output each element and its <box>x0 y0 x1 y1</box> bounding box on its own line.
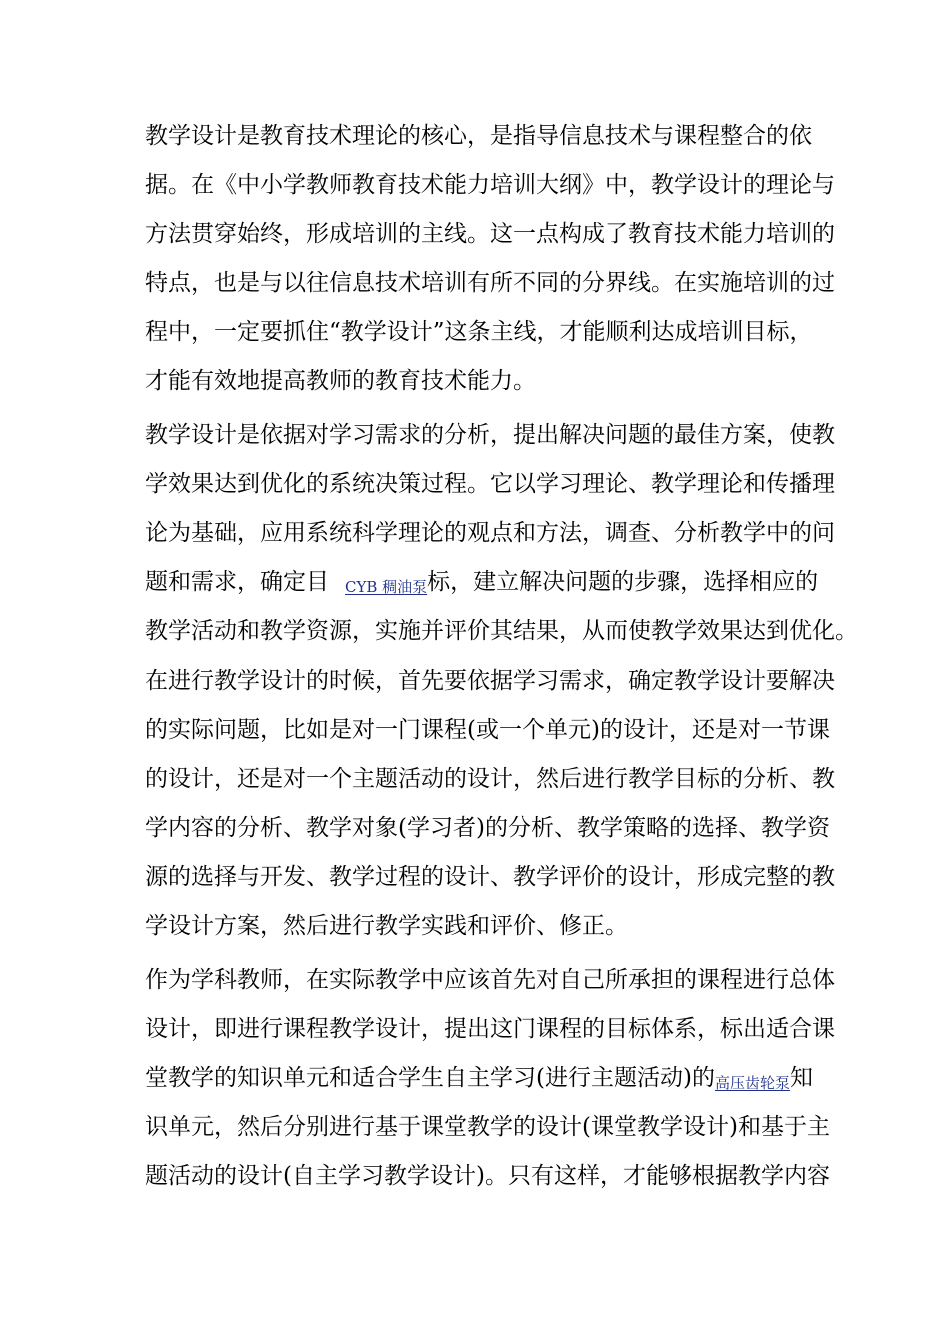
p2-line-2: 学效果达到优化的系统决策过程。它以学习理论、教学理论和传播理 <box>145 471 835 497</box>
cyb-pump-link[interactable]: CYB 稠油泵 <box>345 578 428 596</box>
p2-line-4-before: 题和需求，确定目 <box>145 569 329 595</box>
p1-line-5: 程中，一定要抓住“教学设计”这条主线，才能顺利达成培训目标， <box>145 319 813 345</box>
p4-line-3-after: 知 <box>789 1065 813 1091</box>
p3-line-2: 的实际问题，比如是对一门课程(或一个单元)的设计，还是对一节课 <box>145 717 830 743</box>
p1-line-1: 教学设计是教育技术理论的核心，是指导信息技术与课程整合的依 <box>145 123 812 149</box>
p3-line-1: 在进行教学设计的时候，首先要依据学习需求，确定教学设计要解决 <box>145 668 835 694</box>
p4-line-2: 设计，即进行课程教学设计，提出这门课程的目标体系，标出适合课 <box>145 1016 835 1042</box>
p4-line-1: 作为学科教师，在实际教学中应该首先对自己所承担的课程进行总体 <box>145 967 835 993</box>
p3-line-5: 源的选择与开发、教学过程的设计、教学评价的设计，形成完整的教 <box>145 864 835 890</box>
p2-line-3: 论为基础，应用系统科学理论的观点和方法，调查、分析教学中的问 <box>145 520 835 546</box>
p4-line-5: 题活动的设计(自主学习教学设计)。只有这样，才能够根据教学内容 <box>145 1163 830 1189</box>
p4-line-3 <box>145 1058 813 1098</box>
p3-line-3: 的设计，还是对一个主题活动的设计，然后进行教学目标的分析、教 <box>145 766 835 792</box>
p4-line-3-before: 堂教学的知识单元和适合学生自主学习(进行主题活动)的 <box>145 1065 715 1091</box>
p2-line-4 <box>145 562 819 602</box>
p1-line-6: 才能有效地提高教师的教育技术能力。 <box>145 368 536 394</box>
p2-line-1: 教学设计是依据对学习需求的分析，提出解决问题的最佳方案，使教 <box>145 422 835 448</box>
p2-line-5: 教学活动和教学资源，实施并评价其结果，从而使教学效果达到优化。 <box>145 618 858 644</box>
gear-pump-link[interactable]: 高压齿轮泵 <box>714 1074 790 1092</box>
p1-line-2: 据。在《中小学教师教育技术能力培训大纲》中，教学设计的理论与 <box>145 172 835 198</box>
p4-line-4: 识单元，然后分别进行基于课堂教学的设计(课堂教学设计)和基于主 <box>145 1114 830 1140</box>
p2-line-4-after: 标，建立解决问题的步骤，选择相应的 <box>427 569 819 595</box>
p3-line-6: 学设计方案，然后进行教学实践和评价、修正。 <box>145 913 628 939</box>
p3-line-4: 学内容的分析、教学对象(学习者)的分析、教学策略的选择、教学资 <box>145 815 830 841</box>
p1-line-4: 特点，也是与以往信息技术培训有所不同的分界线。在实施培训的过 <box>145 270 835 296</box>
p1-line-3: 方法贯穿始终，形成培训的主线。这一点构成了教育技术能力培训的 <box>145 221 835 247</box>
